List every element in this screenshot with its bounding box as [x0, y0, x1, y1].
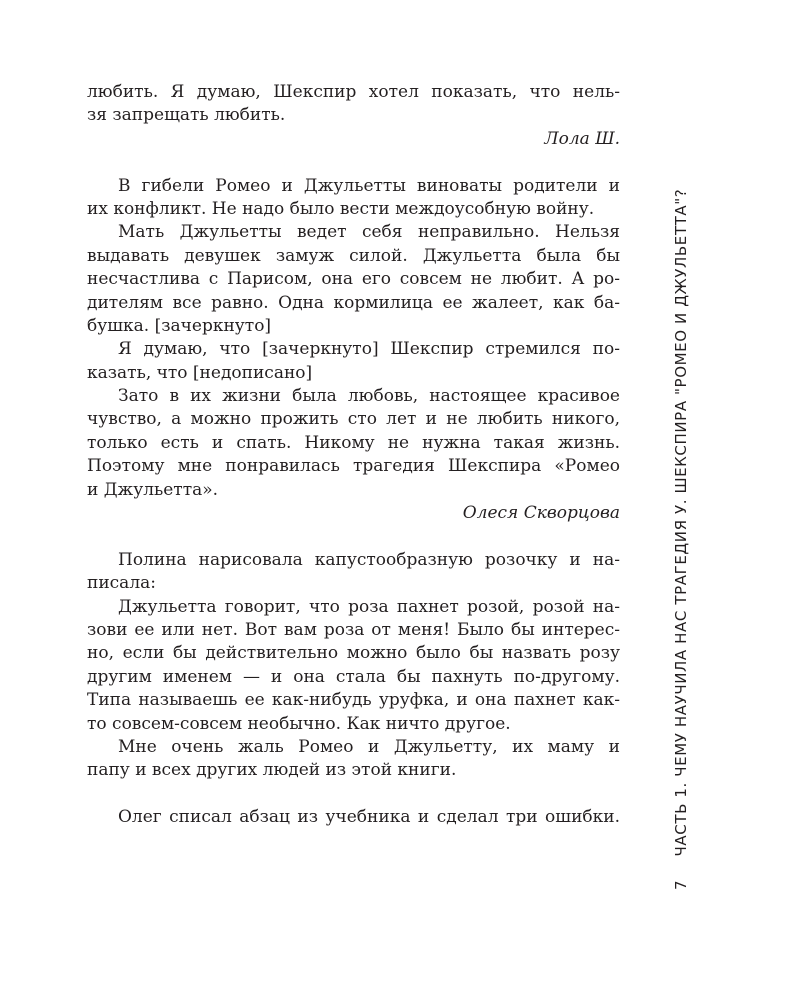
text-line: Мне очень жаль Ромео и Джульетту, их маму и [118, 736, 620, 757]
text-line: но, если бы действительно можно было бы назвать розу [87, 643, 620, 664]
text-line: зови ее или нет. Вот вам роза от меня! Было бы интерес- [87, 619, 620, 640]
text-line: их конфликт. Не надо было вести междоусобную войну. [87, 198, 595, 219]
text-line: то совсем-совсем необычно. Как ничто другое. [87, 713, 511, 734]
text-line: Мать Джульетты ведет себя неправильно. Нельзя [118, 222, 620, 243]
text-line: и Джульетта». [87, 479, 219, 500]
text-line: несчастлива с Парисом, она его совсем не любит. А ро- [87, 269, 620, 290]
page-number: 7 [672, 879, 690, 890]
text-line: чувство, а можно прожить сто лет и не любить никого, [87, 409, 620, 430]
text-line: другим именем — и она стала бы пахнуть по-другому. [87, 666, 620, 687]
text-line: Типа называешь ее как-нибудь уруфка, и она пахнет как- [87, 690, 620, 711]
text-line: В гибели Ромео и Джульетты виноваты родители и [118, 175, 620, 196]
text-line: Поэтому мне понравилась трагедия Шекспира «Ромео [87, 456, 620, 477]
author-signature: Олеся Скворцова [462, 503, 620, 524]
running-head [670, 189, 692, 890]
text-line: Олег списал абзац из учебника и сделал три ошибки. [118, 807, 620, 828]
text-line: дителям все равно. Одна кормилица ее жалеет, как ба- [87, 292, 620, 313]
paragraph-gap [87, 525, 620, 548]
text-line: любить. Я думаю, Шекспир хотел показать, что нель- [87, 82, 620, 102]
text-line: зя запрещать любить. [87, 105, 286, 126]
text-line: Джульетта говорит, что роза пахнет розой, розой на- [118, 596, 620, 617]
text-line: бушка. [зачеркнуто] [87, 315, 272, 336]
text-line: Полина нарисовала капустообразную розочку и на- [118, 549, 620, 570]
text-line: папу и всех других людей из этой книги. [87, 760, 457, 781]
text-line: писала: [87, 573, 156, 594]
text-line: казать, что [недописано] [87, 362, 313, 383]
text-line: только есть и спать. Никому не нужна такая жизнь. [87, 432, 620, 453]
author-signature: Лола Ш. [544, 128, 620, 149]
text-line: Я думаю, что [зачеркнуто] Шекспир стремился по- [118, 339, 620, 360]
text-line: выдавать девушек замуж силой. Джульетта была бы [87, 245, 620, 266]
running-head-title: ЧАСТЬ 1. ЧЕМУ НАУЧИЛА НАС ТРАГЕДИЯ У. ШЕКСПИРА "РОМЕО И ДЖУЛЬЕТТА"? [672, 188, 690, 857]
page-body [87, 81, 620, 830]
paragraph-gap [87, 151, 620, 174]
text-line: Зато в их жизни была любовь, настоящее красивое [118, 386, 620, 407]
paragraph-gap [87, 783, 620, 806]
